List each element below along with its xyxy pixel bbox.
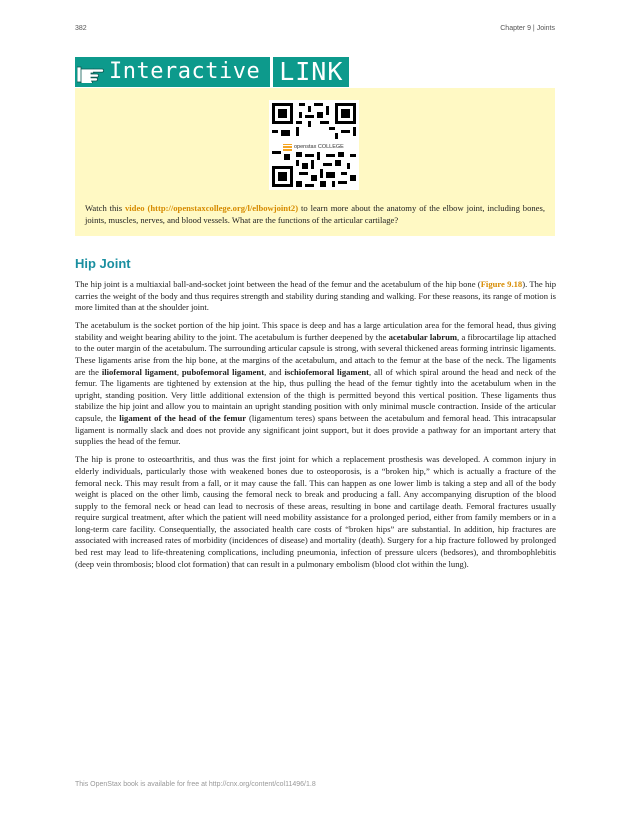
paragraph-1	[75, 279, 556, 314]
paragraph-2	[75, 320, 556, 448]
term-pubofemoral-ligament: pubofemoral ligament	[181, 366, 265, 377]
term-ligament-of-head-of-femur: ligament of the head of the femur	[119, 413, 247, 424]
interactive-link-banner	[75, 57, 349, 87]
interactive-link-callout	[75, 88, 555, 236]
paragraph-2-text-a: The acetabulum is the socket portion of the hip joint. This space is deep and has a large articulation area for the femoral head, thus giving stability and weight bearing ability to the joint. The acetabulum is further deepened by the	[75, 320, 556, 342]
paragraph-1-text-b: ). The hip carries the weight of the body and thus requires strength and stability during standing and walking. For these reasons, its range of motion is more limited than at the shoulder joint.	[75, 279, 557, 313]
page-footer: This OpenStax book is available for free at http://cnx.org/content/col11496/1.8	[75, 781, 316, 788]
banner-link-word: LINK	[273, 57, 349, 87]
section-title: Hip Joint	[75, 256, 131, 271]
paragraph-2-text-d: , and	[264, 366, 285, 377]
paragraph-2-text-e: , all of which spiral around the head and neck of the femur. The ligaments are tightened by extension at the hip, thus pulling the head of the femur tightly into the acetabulum when in the upright, standing position. Very little additional extension of the thigh is permitted beyond this vertical position. These ligaments thus stabilize the hip joint and allow you to maintain an upright standing position with only minimal muscle contraction. Inside of the articular capsule, the	[75, 366, 556, 424]
paragraph-2-text-c: ,	[176, 366, 182, 377]
paragraph-2-text-f: (ligamentum teres) spans between the acetabulum and femoral head. This intracapsular ligament is normally slack and does not provide any significant joint support, but it does provide a pathway for an important artery that supplies the head of the femur.	[75, 413, 557, 447]
page-number: 382	[75, 25, 87, 32]
openstax-logo-text: openstax COLLEGE	[294, 144, 344, 150]
callout-text	[85, 202, 545, 226]
chapter-title: Chapter 9 | Joints	[500, 25, 555, 32]
page-header	[75, 25, 555, 37]
video-link[interactable]: video (http://openstaxcollege.org/l/elbowjoint2)	[124, 203, 299, 213]
paragraph-1-text-a: The hip joint is a multiaxial ball-and-socket joint between the head of the femur and the acetabulum of the hip bone (	[75, 279, 481, 289]
qr-code[interactable]	[269, 100, 359, 190]
callout-text-after: to learn more about the anatomy of the elbow joint, including bones, joints, muscles, nerves, and blood vessels. What are the functions of the articular cartilage?	[85, 203, 545, 225]
openstax-logo-icon	[283, 144, 292, 151]
body-text	[75, 279, 556, 577]
figure-link[interactable]: Figure 9.18	[480, 279, 523, 289]
banner-interactive-word: Interactive	[107, 57, 270, 87]
term-ischiofemoral-ligament: ischiofemoral ligament	[284, 366, 370, 377]
paragraph-3: The hip is prone to osteoarthritis, and thus was the first joint for which a replacement prosthesis was developed. A common injury in elderly individuals, particularly those with weakened bones due to osteoporosis, is a “broken hip,” which is actually a fracture of the femoral neck. This may result from a fall, or it may cause the fall. This can happen as one lower limb is taking a step and all of the body weight is placed on the other limb, causing the femoral neck to break and producing a fall. Any accompanying disruption of the blood supply to the femoral neck or head can lead to necrosis of these areas, resulting in bone and cartilage death. Femoral fractures usually require surgical treatment, after which the patient will need mobility assistance for a prolonged period, either from family members or in a long-term care facility. Consequentially, the associated health care costs of “broken hips” are substantial. In addition, hip fractures are associated with increased rates of morbidity (incidences of disease) and mortality (death). Surgery for a hip fracture followed by prolonged bed rest may lead to life-threatening complications, including pneumonia, infection of pressure ulcers (bedsores), and thrombophlebitis (deep vein thrombosis; blood clot formation) that can result in a pulmonary embolism (blood clot within the lung).	[75, 454, 556, 569]
paragraph-2-text-b: , a fibrocartilage lip attached to the outer margin of the acetabulum. The surrounding articular capsule is strong, with several thickened areas forming intrinsic ligaments. These ligaments arise from the hip bone, at the margins of the acetabulum, and attach to the femur at the base of the neck. The ligaments are the	[75, 331, 557, 377]
pointing-hand-icon	[75, 57, 107, 87]
term-acetabular-labrum: acetabular labrum	[388, 331, 458, 342]
term-iliofemoral-ligament: iliofemoral ligament	[101, 366, 177, 377]
openstax-logo	[283, 142, 345, 152]
callout-text-before: Watch this	[85, 203, 125, 213]
